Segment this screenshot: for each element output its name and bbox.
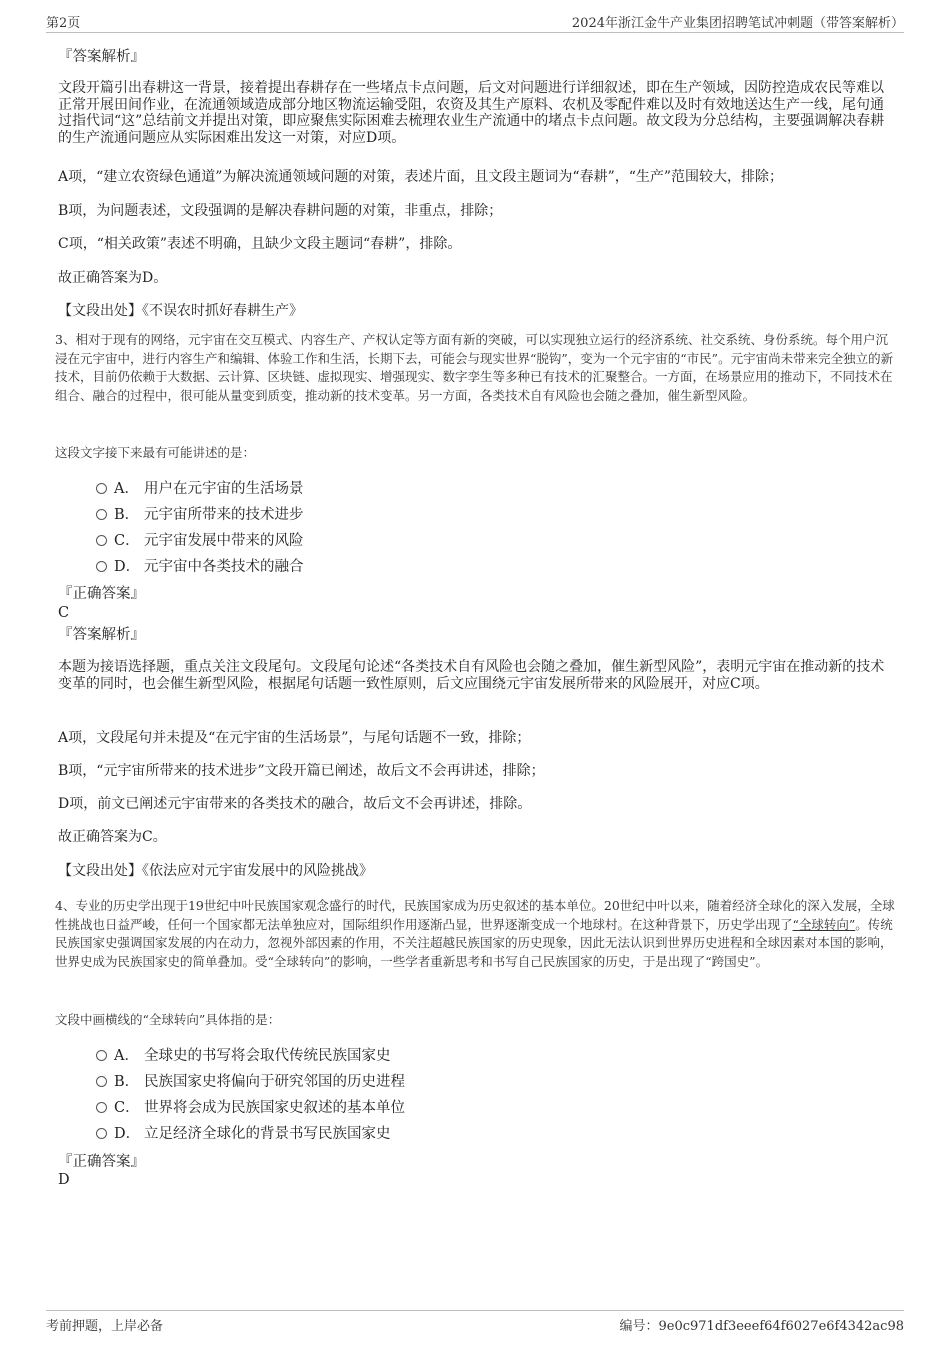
underlined-phrase: “全球转向” <box>792 916 856 932</box>
q3-option-b[interactable]: B． 元宇宙所带来的技术进步 <box>96 505 304 525</box>
q4-question: 文段中画横线的“全球转向”具体指的是： <box>55 1012 281 1027</box>
footer-slogan: 考前押题，上岸必备 <box>46 1319 164 1334</box>
q3-answer: C <box>58 605 70 621</box>
q2-analysis-paragraph: 文段开篇引出春耕这一背景，接着提出春耕存在一些堵点卡点问题，后文对问题进行详细叙述，即在生产领域，因防控造成农民等难以正常开展田间作业，在流通领域造成部分地区物流运输受阻，农资及其生产原料、农机及零配件难以及时有效地送达生产一线，尾句通过指代词“这”总结前文并提出对策，即应聚焦实际困难去梳理农业生产流通中的堵点卡点问题。故文段为分总结构，主要强调解决春耕的生产流通问题应从实际困难出发这一对策，对应D项。 <box>58 80 885 146</box>
q3-answer-label: 『正确答案』 <box>58 586 145 602</box>
q4-option-a[interactable]: A． 全球史的书写将会取代传统民族国家史 <box>96 1046 391 1066</box>
radio-icon[interactable] <box>96 509 107 520</box>
page-footer <box>46 1310 904 1335</box>
q2-analysis-line-b: B项，为问题表述，文段强调的是解决春耕问题的对策，非重点，排除； <box>58 203 503 219</box>
radio-icon[interactable] <box>96 561 107 572</box>
radio-icon[interactable] <box>96 1050 107 1061</box>
q3-analysis-line-b: B项，“元宇宙所带来的技术进步”文段开篇已阐述，故后文不会再讲述，排除； <box>58 763 545 779</box>
radio-icon[interactable] <box>96 1128 107 1139</box>
q3-option-d[interactable]: D． 元宇宙中各类技术的融合 <box>96 557 304 577</box>
q3-conclusion: 故正确答案为C。 <box>58 829 167 845</box>
q3-option-c[interactable]: C． 元宇宙发展中带来的风险 <box>96 531 304 551</box>
q4-stem: 4、专业的历史学出现于19世纪中叶民族国家观念盛行的时代，民族国家成为历史叙述的基本单位。20世纪中叶以来，随着经济全球化的深入发展，全球性挑战也日益严峻，任何一个国家都无法单独应对，国际组织作用逐渐凸显，世界逐渐变成一个地球村。在这种背景下，历史学出现了“全球转向”。传统民族国家史强调国家发展的内在动力，忽视外部因素的作用，不关注超越民族国家的历史现象，因此无法认识到世界历史进程和全球因素对本国的影响，世界史成为民族国家史的简单叠加。受“全球转向”的影响，一些学者重新思考和书写自己民族国家的历史，于是出现了“跨国史”。 <box>55 898 895 969</box>
footer-doc-id: 编号：9e0c971df3eeef64f6027e6f4342ac98 <box>619 1319 904 1334</box>
q4-answer: D <box>58 1172 70 1188</box>
radio-icon[interactable] <box>96 1102 107 1113</box>
radio-icon[interactable] <box>96 1076 107 1087</box>
q3-analysis-paragraph: 本题为接语选择题，重点关注文段尾句。文段尾句论述“各类技术自有风险也会随之叠加，催生新型风险”，表明元宇宙在推动新的技术变革的同时，也会催生新型风险，根据尾句话题一致性原则，后文应围绕元宇宙发展所带来的风险展开，对应C项。 <box>58 659 885 692</box>
q3-option-a[interactable]: A． 用户在元宇宙的生活场景 <box>96 479 304 499</box>
q3-analysis-line-a: A项，文段尾句并未提及“在元宇宙的生活场景”，与尾句话题不一致，排除； <box>58 730 531 746</box>
radio-icon[interactable] <box>96 535 107 546</box>
page-header <box>46 12 904 33</box>
q3-stem: 3、相对于现有的网络，元宇宙在交互模式、内容生产、产权认定等方面有新的突破，可以实现独立运行的经济系统、社交系统、身份系统。每个用户沉浸在元宇宙中，进行内容生产和编辑、体验工作和生活，长期下去，可能会与现实世界“脱钩”，变为一个元宇宙的“市民”。元宇宙尚未带来完全独立的新技术，目前仍依赖于大数据、云计算、区块链、虚拟现实、增强现实、数字孪生等多种已有技术的汇聚整合。一方面，在场景应用的推动下，不同技术在组合、融合的过程中，很可能从量变到质变，推动新的技术变革。另一方面，各类技术自有风险也会随之叠加，催生新型风险。 <box>55 332 894 403</box>
q4-option-c[interactable]: C． 世界将会成为民族国家史叙述的基本单位 <box>96 1098 405 1118</box>
q3-source: 【文段出处】《依法应对元宇宙发展中的风险挑战》 <box>58 863 373 879</box>
q3-analysis-label: 『答案解析』 <box>58 627 145 643</box>
document-title: 2024年浙江金牛产业集团招聘笔试冲刺题（带答案解析） <box>571 16 904 31</box>
q2-analysis-line-c: C项，“相关政策”表述不明确，且缺少文段主题词“春耕”，排除。 <box>58 236 462 252</box>
radio-icon[interactable] <box>96 483 107 494</box>
q4-option-b[interactable]: B． 民族国家史将偏向于研究邻国的历史进程 <box>96 1072 405 1092</box>
q2-analysis-label: 『答案解析』 <box>58 49 145 65</box>
q4-answer-label: 『正确答案』 <box>58 1154 145 1170</box>
q2-analysis-line-a: A项，“建立农资绿色通道”为解决流通领域问题的对策，表述片面，且文段主题词为“春耕”，“生产”范围较大，排除； <box>58 169 784 185</box>
page-number: 第2页 <box>46 16 81 31</box>
q2-source: 【文段出处】《不误农时抓好春耕生产》 <box>58 303 303 319</box>
q3-analysis-line-d: D项，前文已阐述元宇宙带来的各类技术的融合，故后文不会再讲述，排除。 <box>58 796 532 812</box>
q3-question: 这段文字接下来最有可能讲述的是： <box>55 445 256 460</box>
q2-conclusion: 故正确答案为D。 <box>58 270 168 286</box>
q4-option-d[interactable]: D． 立足经济全球化的背景书写民族国家史 <box>96 1124 391 1144</box>
